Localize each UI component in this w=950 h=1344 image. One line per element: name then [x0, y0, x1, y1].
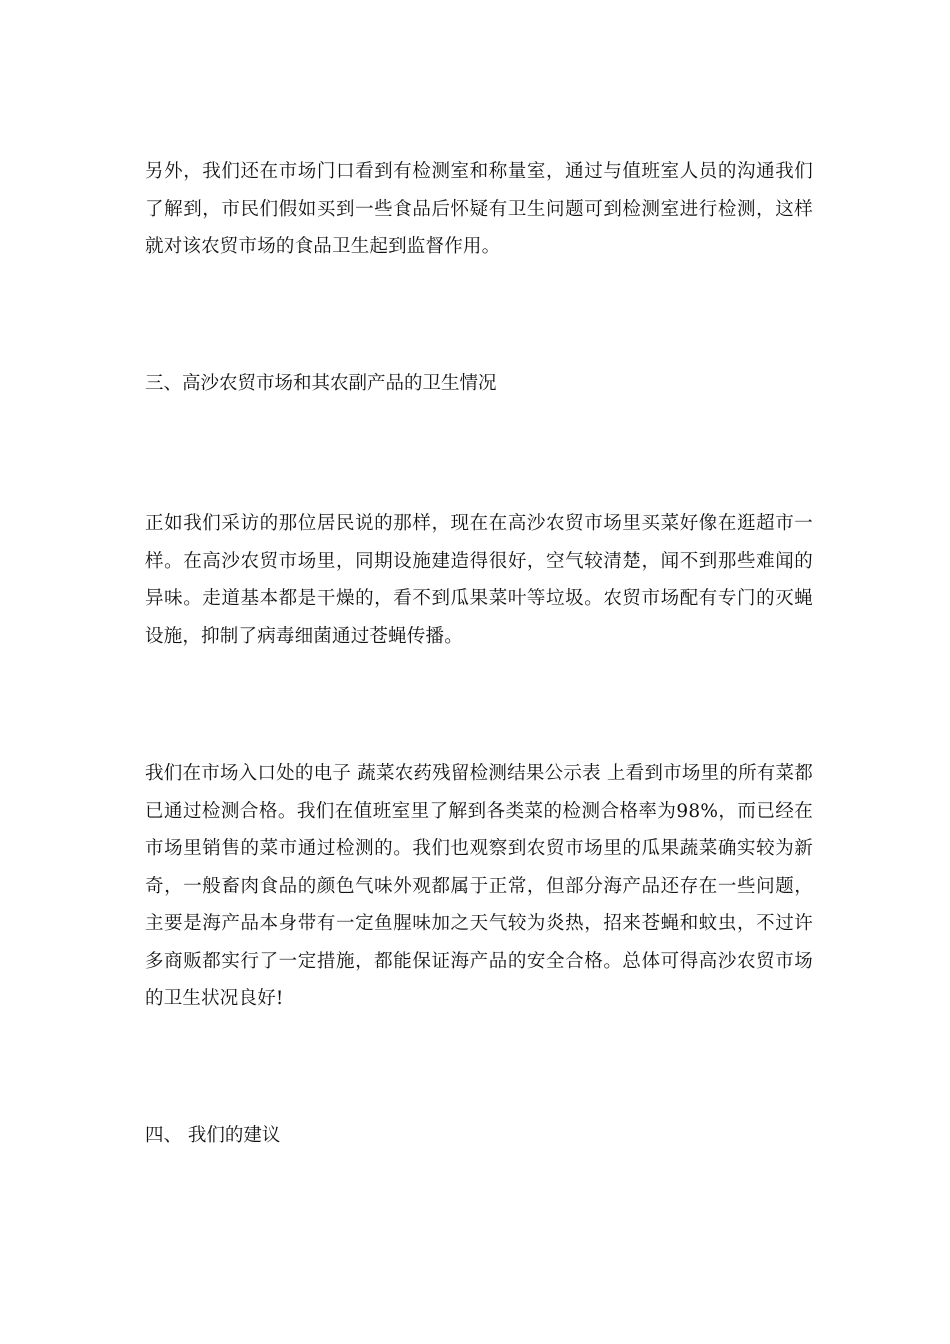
section-heading-3: 三、高沙农贸市场和其农副产品的卫生情况: [145, 373, 497, 394]
paragraph-inspection-room: 另外，我们还在市场门口看到有检测室和称量室，通过与值班室人员的沟通我们了解到，市民们假如买到一些食品后怀疑有卫生问题可到检测室进行检测，这样就对该农贸市场的食品卫生起到监督作用。: [145, 161, 813, 257]
paragraph-market-hygiene: 正如我们采访的那位居民说的那样，现在在高沙农贸市场里买菜好像在逛超市一样。在高沙农贸市场里，同期设施建造得很好，空气较清楚，闻不到那些难闻的异味。走道基本都是干燥的，看不到瓜果菜叶等垃圾。农贸市场配有专门的灭蝇设施，抑制了病毒细菌通过苍蝇传播。: [145, 513, 813, 647]
section-heading-4: 四、 我们的建议: [145, 1125, 281, 1146]
paragraph-pesticide-test: 我们在市场入口处的电子 蔬菜农药残留检测结果公示表 上看到市场里的所有菜都已通过检测合格。我们在值班室里了解到各类菜的检测合格率为98%，而已经在市场里销售的菜市通过检测的。我们也观察到农贸市场里的瓜果蔬菜确实较为新奇，一般畜肉食品的颜色气味外观都属于正常，但部分海产品还存在一些问题，主要是海产品本身带有一定鱼腥味加之天气较为炎热，招来苍蝇和蚊虫，不过许多商贩都实行了一定措施，都能保证海产品的安全合格。总体可得高沙农贸市场的卫生状况良好!: [145, 763, 813, 1009]
